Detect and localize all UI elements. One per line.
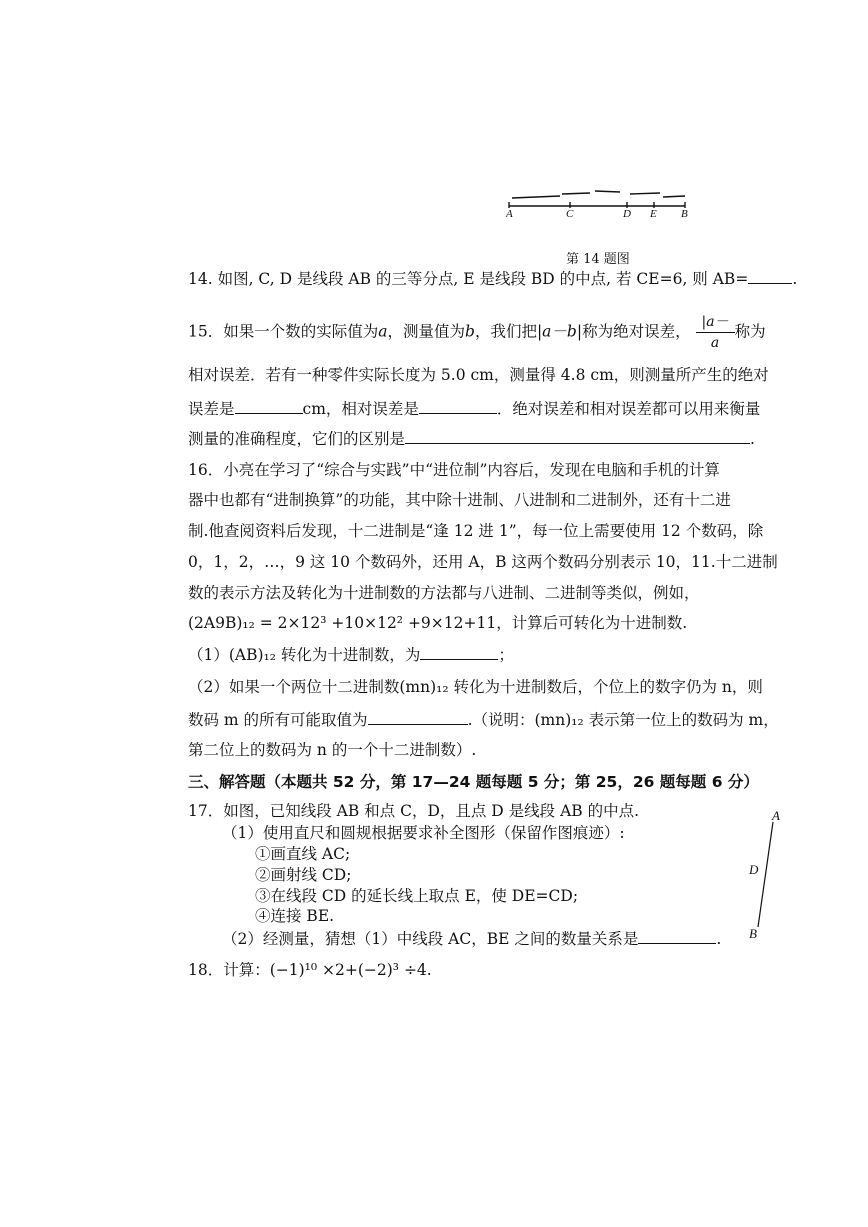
q15-text-5: 称为: [734, 322, 766, 341]
question-16-line-4: [188, 552, 778, 572]
fig14-label-a: A: [506, 208, 513, 220]
section-3-heading-text: 三、解答题（本题共 52 分，第 17—24 题每题 5 分；第 25，26 题每题 6 分）: [188, 773, 759, 791]
q15-text-3: ，我们把: [474, 322, 537, 341]
q15-text-9: ．绝对误差和相对误差都可以用来衡量: [496, 400, 761, 418]
q17-step-1-text: ①画直线 AC;: [255, 845, 351, 863]
q16-p2-text-4: 第二位上的数码为 n 的一个十二进制数）.: [188, 741, 477, 759]
q16-p1-end: ；: [498, 646, 514, 664]
fig14-label-c: C: [566, 208, 574, 220]
q18-text: 18．计算：(−1)¹⁰ ×2+(−2)³ ÷4.: [188, 961, 432, 979]
q16-text-4: 0，1，2，…，9 这 10 个数码外，还用 A，B 这两个数码分别表示 10，11.十二进制: [188, 553, 778, 571]
fig17-label-b: B: [749, 926, 757, 941]
fig14-label-e: E: [650, 208, 657, 220]
q15-text-7: 误差是: [188, 400, 235, 418]
q16-example-formula: (2A9B)₁₂ = 2×12³ +10×12² +9×12+11，计算后可转化为十进制数.: [188, 614, 688, 632]
question-18: [188, 960, 432, 980]
q15-frac-den: a: [710, 335, 720, 351]
question-16-line-3: [188, 521, 763, 541]
section-3-heading: [188, 772, 759, 792]
q17-text-1: 17．如图，已知线段 AB 和点 C，D，且点 D 是线段 AB 的中点.: [188, 802, 640, 820]
q15-fraction: [696, 312, 735, 353]
question-14: [188, 268, 797, 289]
q15-var-a: a: [378, 322, 388, 341]
q15-rel-error-blank[interactable]: [419, 398, 497, 414]
q15-text-2: ，测量值为: [387, 322, 465, 341]
fig17-label-d: D: [749, 862, 759, 877]
q16-p2-text-2: 数码 m 的所有可能取值为: [188, 711, 368, 729]
fig14-label-b: B: [681, 208, 688, 220]
q17-step-3-text: ③在线段 CD 的延长线上取点 E，使 DE=CD;: [255, 887, 579, 905]
q15-text-4: 称为绝对误差，: [582, 322, 691, 341]
q16-text-2: 器中也都有“进制换算”的功能，其中除十进制、八进制和二进制外，还有十二进: [188, 491, 731, 509]
q15-frac-num: |a－: [696, 312, 735, 333]
question-15-line-3: [188, 398, 760, 419]
question-15-line-1: [188, 312, 766, 353]
q15-text-6: 相对误差．若有一种零件实际长度为 5.0 cm，测量得 4.8 cm，则测量所产生的绝对: [188, 366, 769, 384]
q17-p2-text: （2）经测量，猜想（1）中线段 AC，BE 之间的数量关系是: [222, 930, 639, 948]
q16-p1-blank[interactable]: [420, 644, 498, 660]
q16-text-1: 16．小亮在学习了“综合与实践”中“进位制”内容后，发现在电脑和手机的计算: [188, 461, 720, 479]
figure-14: [500, 180, 700, 225]
question-17-part-2: [222, 928, 721, 949]
q15-text-8: cm，相对误差是: [302, 400, 419, 418]
q17-p1-text: （1）使用直尺和圆规根据要求补全图形（保留作图痕迹）:: [222, 824, 625, 842]
fig14-label-d: D: [623, 208, 631, 220]
question-17-part-1: [222, 823, 625, 843]
fig17-label-a: A: [772, 808, 780, 823]
q17-p2-end: .: [716, 930, 722, 948]
q15-text-10: 测量的准确程度，它们的区别是: [188, 430, 406, 448]
q17-step-4-text: ④连接 BE.: [255, 907, 335, 925]
question-16-line-5: [188, 583, 700, 603]
question-17-step-1: [255, 844, 350, 864]
question-15-line-4: [188, 428, 755, 449]
question-16-line-1: [188, 460, 720, 480]
question-17-line-1: [188, 801, 639, 821]
q15-text-11: .: [750, 430, 755, 448]
question-15-line-2: [188, 365, 769, 385]
q16-text-5: 数的表示方法及转化为十进制数的方法都与八进制、二进制等类似，例如，: [188, 584, 700, 602]
q15-abs-error-blank[interactable]: [235, 398, 303, 414]
q15-difference-blank[interactable]: [405, 428, 750, 444]
fig14-caption: 第 14 题图: [566, 252, 630, 267]
q17-p2-blank[interactable]: [638, 928, 716, 944]
q17-step-2-text: ②画射线 CD;: [255, 866, 352, 884]
question-16-line-6: [188, 613, 687, 633]
q16-p2-text-1: （2）如果一个两位十二进制数(mn)₁₂ 转化为十进制数后，个位上的数字仍为 n，则: [188, 678, 763, 696]
question-16-line-2: [188, 490, 731, 510]
question-16-part-2-line-3: [188, 740, 476, 760]
q14-text: 14. 如图, C, D 是线段 AB 的三等分点, E 是线段 BD 的中点, 若 CE=6, 则 AB=: [188, 270, 749, 288]
q14-answer-blank[interactable]: [748, 268, 792, 284]
q16-p1-text: （1）(AB)₁₂ 转化为十进制数，为: [188, 646, 421, 664]
question-16-part-2-line-1: [188, 677, 763, 697]
question-17-step-3: [255, 886, 578, 906]
q16-p2-text-3: .（说明：(mn)₁₂ 表示第一位上的数码为 m，: [467, 711, 779, 729]
segment-ab-q17: [758, 822, 773, 927]
question-16-part-1: [188, 644, 514, 665]
question-17-step-2: [255, 865, 351, 885]
q16-p2-blank[interactable]: [368, 709, 468, 725]
q15-abs-error: |a－b|: [536, 322, 583, 341]
question-16-part-2-line-2: [188, 709, 779, 730]
question-17-step-4: [255, 906, 334, 926]
q15-var-b: b: [465, 322, 475, 341]
q16-text-3: 制.他查阅资料后发现，十二进制是“逢 12 进 1”，每一位上需要使用 12 个数码，除: [188, 522, 764, 540]
q15-text-1: 15．如果一个数的实际值为: [188, 322, 379, 341]
q14-end: .: [792, 270, 798, 288]
